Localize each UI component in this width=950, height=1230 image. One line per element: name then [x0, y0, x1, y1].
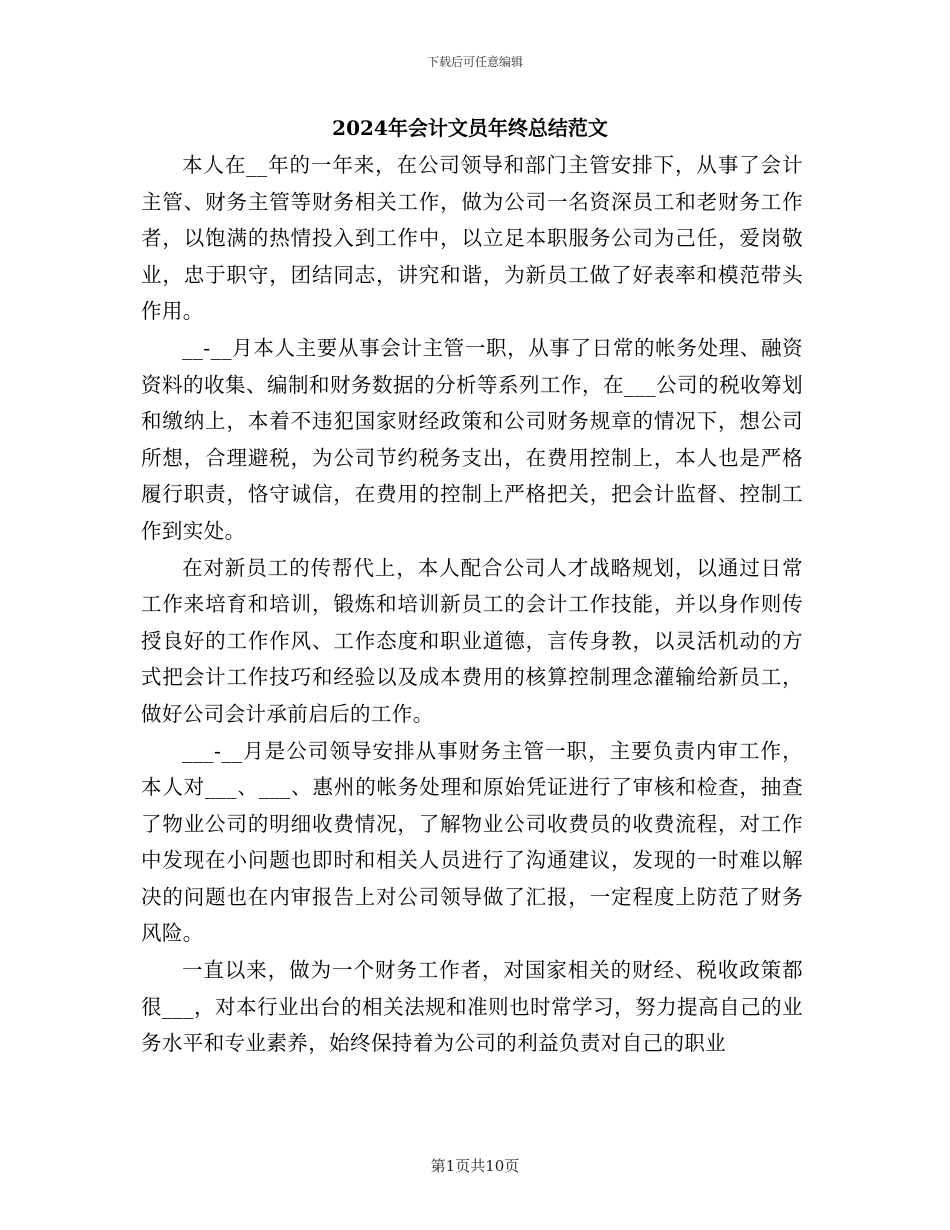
header-note: 下载后可任意编辑 [426, 55, 523, 69]
paragraph-2: __-__月本人主要从事会计主管一职，从事了日常的帐务处理、融资资料的收集、编制和财务数据的分析等系列工作，在___公司的税收筹划和缴纳上，本着不违犯国家财经政策和公司财务规章的情况下，想公司所想，合理避税，为公司节约税务支出，在费用控制上，本人也是严格履行职责，恪守诚信，在费用的控制上严格把关，把会计监督、控制工作到实处。 [141, 335, 803, 543]
document-body [141, 147, 803, 1062]
paragraph-1: 本人在__年的一年来，在公司领导和部门主管安排下，从事了会计主管、财务主管等财务相关工作，做为公司一名资深员工和老财务工作者，以饱满的热情投入到工作中，以立足本职服务公司为己任，爱岗敬业，忠于职守，团结同志，讲究和谐，为新员工做了好表率和模范带头作用。 [141, 153, 803, 324]
paragraph-3: 在对新员工的传帮代上，本人配合公司人才战略规划，以通过日常工作来培育和培训，锻炼和培训新员工的会计工作技能，并以身作则传授良好的工作作风、工作态度和职业道德，言传身教，以灵活机动的方式把会计工作技巧和经验以及成本费用的核算控制理念灌输给新员工，做好公司会计承前启后的工作。 [141, 555, 803, 726]
document-title: 2024年会计文员年终总结范文 [332, 116, 608, 140]
paragraph-5: 一直以来，做为一个财务工作者，对国家相关的财经、税收政策都很___，对本行业出台的相关法规和准则也时常学习，努力提高自己的业务水平和专业素养，始终保持着为公司的利益负责对自己的职业 [141, 958, 803, 1056]
page-number: 第1页共10页 [430, 1157, 520, 1175]
paragraph-4: ___-__月是公司领导安排从事财务主管一职，主要负责内审工作，本人对___、___、惠州的帐务处理和原始凭证进行了审核和检查，抽查了物业公司的明细收费情况，了解物业公司收费员的收费流程，对工作中发现在小问题也即时和相关人员进行了沟通建议，发现的一时难以解决的问题也在内审报告上对公司领导做了汇报，一定程度上防范了财务风险。 [141, 738, 803, 946]
